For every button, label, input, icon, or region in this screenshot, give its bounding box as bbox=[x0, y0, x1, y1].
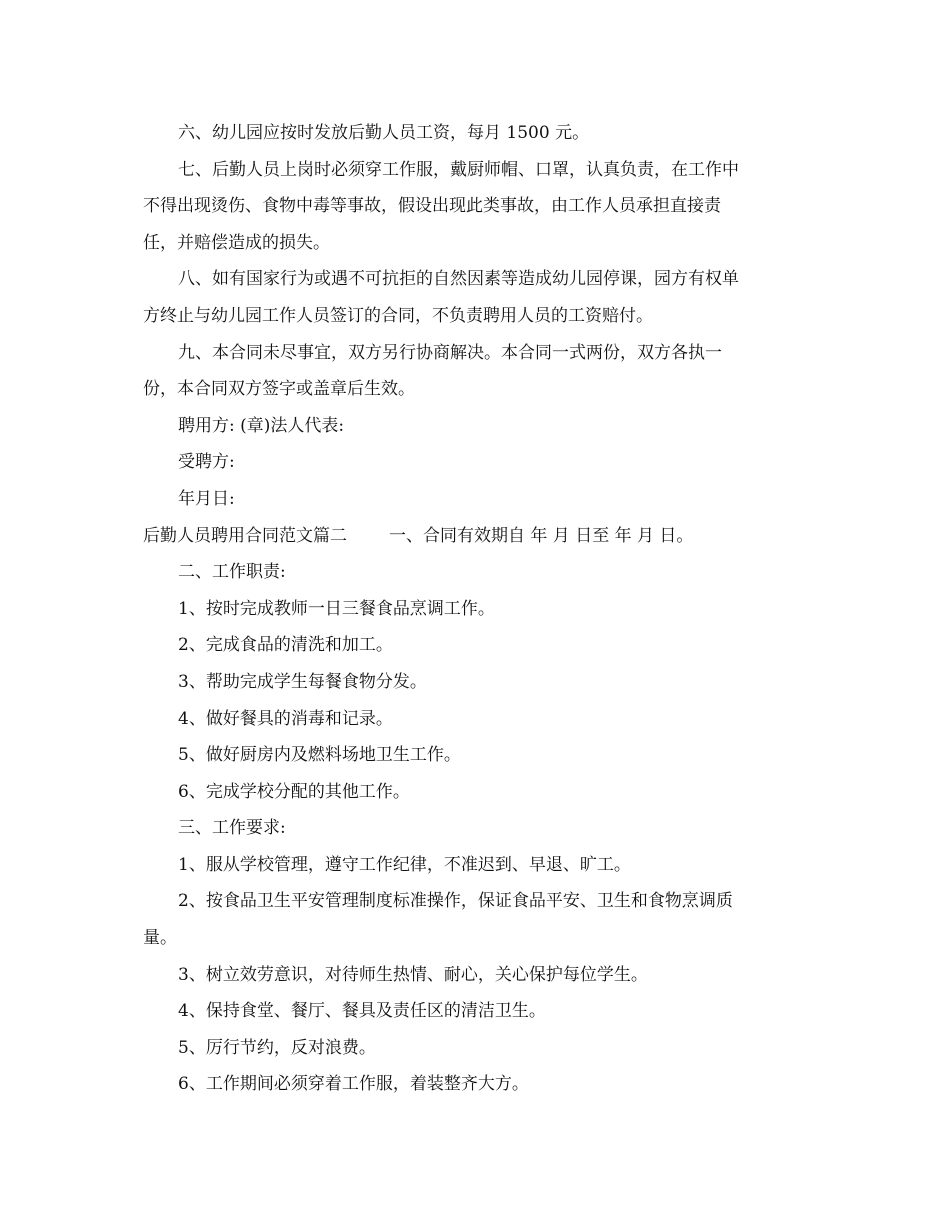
clause-7-line-1: 七、后勤人员上岗时必须穿工作服，戴厨师帽、口罩，认真负责，在工作中 bbox=[178, 159, 739, 180]
requirement-item-1: 1、服从学校管理，遵守工作纪律，不准迟到、早退、旷工。 bbox=[178, 854, 631, 875]
requirement-item-5: 5、厉行节约，反对浪费。 bbox=[178, 1037, 376, 1058]
employee-signature-line: 受聘方: bbox=[178, 452, 235, 473]
duty-item-4: 4、做好餐具的消毒和记录。 bbox=[178, 708, 393, 729]
document-body bbox=[143, 115, 803, 1103]
clause-8-line-2: 方终止与幼儿园工作人员签订的合同，不负责聘用人员的工资赔付。 bbox=[143, 305, 653, 326]
duty-item-5: 5、做好厨房内及燃料场地卫生工作。 bbox=[178, 745, 461, 766]
duty-item-1: 1、按时完成教师一日三餐食品烹调工作。 bbox=[178, 598, 495, 619]
requirement-item-2-line-1: 2、按食品卫生平安管理制度标准操作，保证食品平安、卫生和食物烹调质 bbox=[178, 891, 733, 912]
contract-term-clause: 一、合同有效期自 年 月 日至 年 月 日。 bbox=[389, 525, 694, 546]
date-line: 年月日: bbox=[178, 488, 235, 509]
clause-9-line-1: 九、本合同未尽事宜，双方另行协商解决。本合同一式两份，双方各执一 bbox=[178, 342, 722, 363]
requirement-item-6: 6、工作期间必须穿着工作服，着装整齐大方。 bbox=[178, 1074, 529, 1095]
clause-7-line-3: 任，并赔偿造成的损失。 bbox=[143, 232, 330, 253]
duties-heading: 二、工作职责: bbox=[178, 562, 286, 583]
duty-item-6: 6、完成学校分配的其他工作。 bbox=[178, 781, 410, 802]
section-two-title: 后勤人员聘用合同范文篇二 bbox=[143, 525, 347, 546]
requirement-item-3: 3、树立效劳意识，对待师生热情、耐心，关心保护每位学生。 bbox=[178, 964, 648, 985]
employer-signature-line: 聘用方: (章)法人代表: bbox=[178, 415, 345, 436]
duty-item-2: 2、完成食品的清洗和加工。 bbox=[178, 635, 393, 656]
requirement-item-2-line-2: 量。 bbox=[143, 928, 177, 949]
section-two-heading-line bbox=[143, 518, 803, 555]
requirements-heading: 三、工作要求: bbox=[178, 818, 286, 839]
duty-item-3: 3、帮助完成学生每餐食物分发。 bbox=[178, 671, 427, 692]
clause-9-line-2: 份，本合同双方签字或盖章后生效。 bbox=[143, 379, 415, 400]
clause-7-line-2: 不得出现烫伤、食物中毒等事故，假设出现此类事故，由工作人员承担直接责 bbox=[143, 196, 721, 217]
clause-6-line-1: 六、幼儿园应按时发放后勤人员工资，每月 1500 元。 bbox=[178, 123, 590, 143]
clause-8-line-1: 八、如有国家行为或遇不可抗拒的自然因素等造成幼儿园停课，园方有权单 bbox=[178, 269, 739, 290]
requirement-item-4: 4、保持食堂、餐厅、餐具及责任区的清洁卫生。 bbox=[178, 1001, 546, 1022]
